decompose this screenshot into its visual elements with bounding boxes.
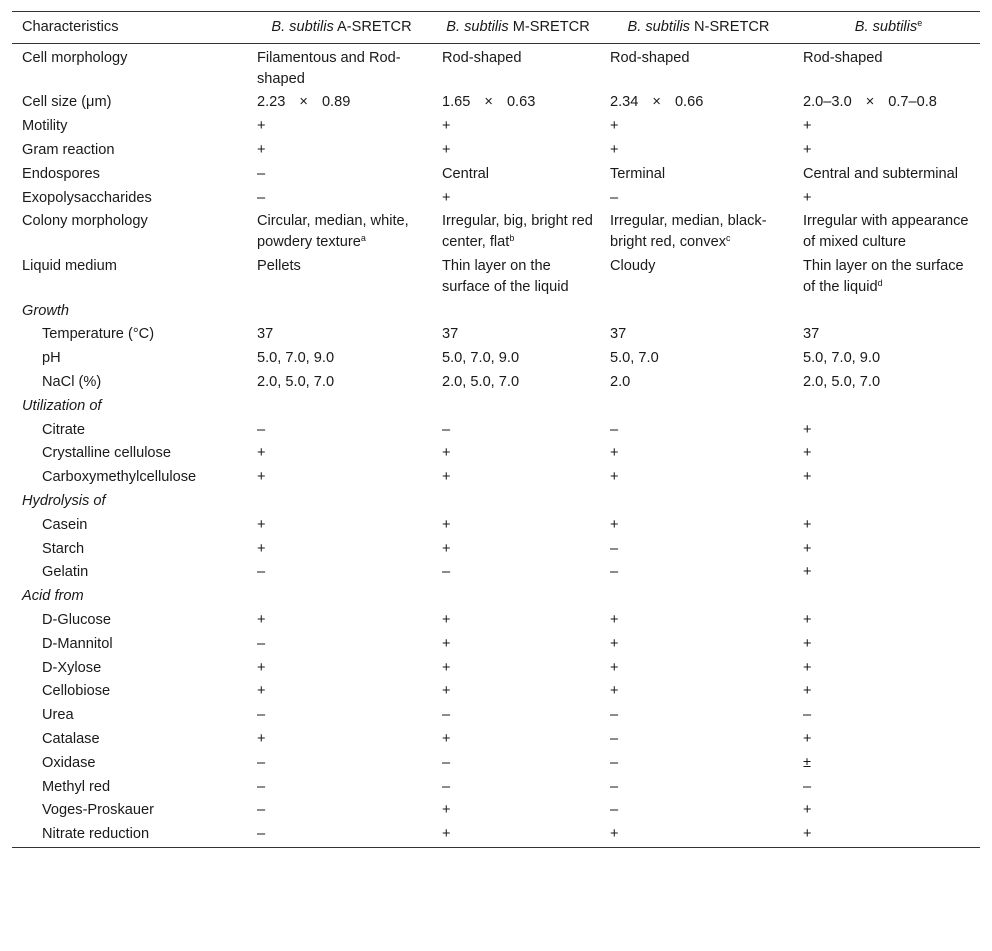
cell-value bbox=[247, 210, 432, 255]
row-label: Motility bbox=[22, 118, 68, 135]
table-row bbox=[12, 115, 980, 139]
cell-value: + bbox=[803, 516, 812, 533]
cell-value: + bbox=[442, 611, 451, 628]
table-row bbox=[12, 680, 980, 704]
size-length: 2.0–3.0 bbox=[803, 94, 852, 111]
cell-value: 5.0, 7.0, 9.0 bbox=[442, 350, 520, 367]
section-row bbox=[12, 585, 980, 609]
table-row bbox=[12, 538, 980, 562]
cell-value: – bbox=[610, 778, 619, 795]
cell-value: + bbox=[442, 540, 451, 557]
cell-value: – bbox=[610, 730, 619, 747]
header-strain-n bbox=[600, 12, 793, 44]
cell-value: 37 bbox=[803, 326, 820, 343]
strain-name: A-SRETCR bbox=[333, 19, 412, 35]
table-row bbox=[12, 419, 980, 443]
cell-value: – bbox=[610, 421, 619, 438]
cell-value: + bbox=[803, 635, 812, 652]
table-row bbox=[12, 442, 980, 466]
section-heading-growth: Growth bbox=[22, 302, 70, 319]
cell-value: 2.0, 5.0, 7.0 bbox=[257, 373, 335, 390]
cell-value: 2.0, 5.0, 7.0 bbox=[442, 373, 520, 390]
cell-value: – bbox=[257, 635, 266, 652]
cell-value: – bbox=[257, 564, 266, 581]
size-width: 0.66 bbox=[674, 94, 704, 111]
size-width: 0.7–0.8 bbox=[888, 94, 937, 111]
table-row bbox=[12, 657, 980, 681]
cell-value: 37 bbox=[442, 326, 459, 343]
cell-value: + bbox=[803, 564, 812, 581]
cell-value: – bbox=[442, 421, 451, 438]
header-reference-strain bbox=[793, 12, 980, 44]
row-label: NaCl (%) bbox=[42, 373, 102, 390]
header-characteristics: Characteristics bbox=[22, 19, 119, 35]
row-label: Catalase bbox=[42, 730, 100, 747]
row-label: Oxidase bbox=[42, 754, 96, 771]
cell-value: – bbox=[803, 707, 812, 724]
table-row bbox=[12, 43, 980, 91]
row-label: Cellobiose bbox=[42, 683, 111, 700]
cell-value: – bbox=[257, 707, 266, 724]
footnote-marker: b bbox=[509, 233, 515, 244]
table-row bbox=[12, 799, 980, 823]
cell-value: + bbox=[803, 826, 812, 843]
cell-value: Central bbox=[442, 165, 490, 182]
cell-value: – bbox=[257, 165, 266, 182]
row-label: Starch bbox=[42, 540, 85, 557]
row-label: Methyl red bbox=[42, 778, 111, 795]
cell-value: – bbox=[257, 421, 266, 438]
cell-value: Thin layer on the surface of the liquid bbox=[442, 257, 569, 295]
cell-value: – bbox=[610, 754, 619, 771]
row-label: Urea bbox=[42, 707, 74, 724]
size-length: 2.23 bbox=[257, 94, 286, 111]
cell-value: + bbox=[803, 730, 812, 747]
cell-value: + bbox=[610, 826, 619, 843]
cell-value: + bbox=[803, 189, 812, 206]
cell-value: + bbox=[442, 683, 451, 700]
footnote-marker: a bbox=[360, 233, 366, 244]
row-label: Citrate bbox=[42, 421, 85, 438]
cell-value: ± bbox=[803, 754, 812, 771]
row-label: Colony morphology bbox=[22, 213, 148, 230]
cell-value bbox=[247, 91, 432, 115]
cell-value: 37 bbox=[610, 326, 627, 343]
times-sign: × bbox=[865, 94, 875, 111]
cell-value: + bbox=[442, 141, 451, 158]
cell-value: + bbox=[610, 141, 619, 158]
row-label: Casein bbox=[42, 516, 88, 533]
footnote-marker: c bbox=[726, 233, 731, 244]
cell-value: – bbox=[610, 540, 619, 557]
row-label: Endospores bbox=[22, 165, 100, 182]
cell-value: + bbox=[442, 659, 451, 676]
cell-value: + bbox=[257, 730, 266, 747]
table-row bbox=[12, 323, 980, 347]
cell-value: + bbox=[257, 540, 266, 557]
section-row bbox=[12, 490, 980, 514]
cell-value: 37 bbox=[257, 326, 274, 343]
row-label: Gelatin bbox=[42, 564, 89, 581]
cell-value bbox=[432, 210, 600, 255]
row-label: D-Xylose bbox=[42, 659, 102, 676]
times-sign: × bbox=[652, 94, 661, 111]
cell-value: Filamentous and Rod-shaped bbox=[257, 49, 401, 87]
cell-value: – bbox=[442, 754, 451, 771]
table-row bbox=[12, 633, 980, 657]
table-row bbox=[12, 347, 980, 371]
times-sign: × bbox=[484, 94, 493, 111]
cell-value: Rod-shaped bbox=[610, 49, 690, 66]
cell-value: + bbox=[803, 118, 812, 135]
cell-value: + bbox=[610, 445, 619, 462]
table-row bbox=[12, 609, 980, 633]
cell-value: + bbox=[803, 659, 812, 676]
row-label: pH bbox=[42, 350, 61, 367]
table-row bbox=[12, 163, 980, 187]
row-label: D-Glucose bbox=[42, 611, 111, 628]
row-label: Cell size (μm) bbox=[22, 94, 112, 111]
header-strain-a bbox=[247, 12, 432, 44]
cell-value: – bbox=[803, 778, 812, 795]
cell-value: + bbox=[803, 540, 812, 557]
footnote-marker: d bbox=[877, 277, 883, 288]
row-label: Carboxymethylcellulose bbox=[42, 469, 197, 486]
cell-value: + bbox=[442, 826, 451, 843]
cell-value: – bbox=[610, 564, 619, 581]
cell-value: – bbox=[442, 564, 451, 581]
table-row bbox=[12, 823, 980, 847]
species-name: B. subtilis bbox=[271, 19, 334, 35]
cell-value: Pellets bbox=[257, 257, 301, 274]
cell-value: + bbox=[442, 802, 451, 819]
row-label: Temperature (°C) bbox=[42, 326, 155, 343]
header-row bbox=[12, 12, 980, 44]
cell-value: – bbox=[442, 778, 451, 795]
cell-value: + bbox=[803, 141, 812, 158]
section-row bbox=[12, 300, 980, 324]
cell-value: + bbox=[803, 802, 812, 819]
size-length: 1.65 bbox=[442, 94, 471, 111]
species-name: B. subtilis bbox=[854, 19, 918, 35]
cell-value: – bbox=[257, 754, 266, 771]
characteristics-table bbox=[12, 11, 980, 848]
cell-value: + bbox=[803, 611, 812, 628]
section-row bbox=[12, 395, 980, 419]
cell-value: + bbox=[610, 118, 619, 135]
cell-value: + bbox=[442, 635, 451, 652]
row-label: Crystalline cellulose bbox=[42, 445, 171, 462]
table-row bbox=[12, 91, 980, 115]
cell-value: + bbox=[257, 445, 266, 462]
row-label: Cell morphology bbox=[22, 49, 128, 66]
cell-text: Irregular, big, bright red center, flat bbox=[442, 213, 593, 251]
times-sign: × bbox=[299, 94, 308, 111]
cell-value: Rod-shaped bbox=[803, 49, 883, 66]
size-width: 0.63 bbox=[506, 94, 536, 111]
cell-value: + bbox=[610, 611, 619, 628]
species-name: B. subtilis bbox=[627, 19, 690, 35]
cell-value bbox=[600, 91, 793, 115]
cell-value: 5.0, 7.0 bbox=[610, 350, 659, 367]
cell-text: Circular, median, white, powdery texture bbox=[257, 213, 409, 251]
cell-value: – bbox=[610, 189, 619, 206]
cell-value: + bbox=[257, 141, 266, 158]
cell-value bbox=[793, 91, 980, 115]
header-strain-m bbox=[432, 12, 600, 44]
section-heading-acid: Acid from bbox=[22, 588, 84, 605]
cell-text: Thin layer on the surface of the liquid bbox=[803, 257, 964, 295]
table-row bbox=[12, 210, 980, 255]
cell-value: + bbox=[257, 683, 266, 700]
footnote-marker: e bbox=[917, 18, 923, 28]
cell-value: Irregular with appearance of mixed culture bbox=[803, 213, 969, 251]
cell-value: + bbox=[803, 445, 812, 462]
cell-value: + bbox=[257, 118, 266, 135]
cell-value: + bbox=[442, 469, 451, 486]
cell-value: + bbox=[803, 469, 812, 486]
table-container bbox=[12, 11, 980, 848]
row-label: Exopolysaccharides bbox=[22, 189, 152, 206]
cell-value: + bbox=[803, 421, 812, 438]
cell-value: + bbox=[610, 683, 619, 700]
section-heading-hydrolysis: Hydrolysis of bbox=[22, 492, 106, 509]
cell-value: + bbox=[257, 611, 266, 628]
row-label: Gram reaction bbox=[22, 141, 115, 158]
cell-value: Central and subterminal bbox=[803, 165, 958, 182]
cell-value: Terminal bbox=[610, 165, 666, 182]
cell-value: + bbox=[442, 516, 451, 533]
table-row bbox=[12, 752, 980, 776]
table-row bbox=[12, 514, 980, 538]
cell-value: + bbox=[257, 516, 266, 533]
cell-value: + bbox=[257, 469, 266, 486]
size-length: 2.34 bbox=[610, 94, 639, 111]
cell-value: – bbox=[610, 707, 619, 724]
strain-name: M-SRETCR bbox=[508, 19, 590, 35]
cell-value: – bbox=[257, 189, 266, 206]
table-row bbox=[12, 561, 980, 585]
cell-value bbox=[793, 255, 980, 300]
cell-value: – bbox=[442, 707, 451, 724]
cell-value: – bbox=[610, 802, 619, 819]
table-row bbox=[12, 704, 980, 728]
strain-name: N-SRETCR bbox=[689, 19, 770, 35]
cell-value: + bbox=[257, 659, 266, 676]
cell-value: – bbox=[257, 826, 266, 843]
species-name: B. subtilis bbox=[446, 19, 509, 35]
cell-value: + bbox=[442, 189, 451, 206]
row-label: D-Mannitol bbox=[42, 635, 113, 652]
cell-value bbox=[600, 210, 793, 255]
section-heading-utilization: Utilization of bbox=[22, 397, 102, 414]
table-row bbox=[12, 728, 980, 752]
row-label: Nitrate reduction bbox=[42, 826, 150, 843]
cell-value: + bbox=[803, 683, 812, 700]
cell-value: 2.0, 5.0, 7.0 bbox=[803, 373, 881, 390]
table-row bbox=[12, 371, 980, 395]
table-row bbox=[12, 187, 980, 211]
cell-text: Irregular, median, black-bright red, convex bbox=[610, 213, 767, 251]
cell-value: 5.0, 7.0, 9.0 bbox=[803, 350, 881, 367]
cell-value: – bbox=[257, 802, 266, 819]
table-row bbox=[12, 776, 980, 800]
cell-value: + bbox=[610, 516, 619, 533]
table-row bbox=[12, 139, 980, 163]
cell-value: Rod-shaped bbox=[442, 49, 522, 66]
table-row bbox=[12, 466, 980, 490]
table-row bbox=[12, 255, 980, 300]
cell-value: + bbox=[610, 469, 619, 486]
cell-value: + bbox=[442, 445, 451, 462]
cell-value: + bbox=[442, 118, 451, 135]
cell-value: Cloudy bbox=[610, 257, 656, 274]
row-label: Voges-Proskauer bbox=[42, 802, 154, 819]
cell-value bbox=[432, 91, 600, 115]
cell-value: – bbox=[257, 778, 266, 795]
cell-value: + bbox=[610, 635, 619, 652]
cell-value: 2.0 bbox=[610, 373, 631, 390]
cell-value: + bbox=[442, 730, 451, 747]
cell-value: + bbox=[610, 659, 619, 676]
size-width: 0.89 bbox=[321, 94, 351, 111]
row-label: Liquid medium bbox=[22, 257, 117, 274]
cell-value: 5.0, 7.0, 9.0 bbox=[257, 350, 335, 367]
